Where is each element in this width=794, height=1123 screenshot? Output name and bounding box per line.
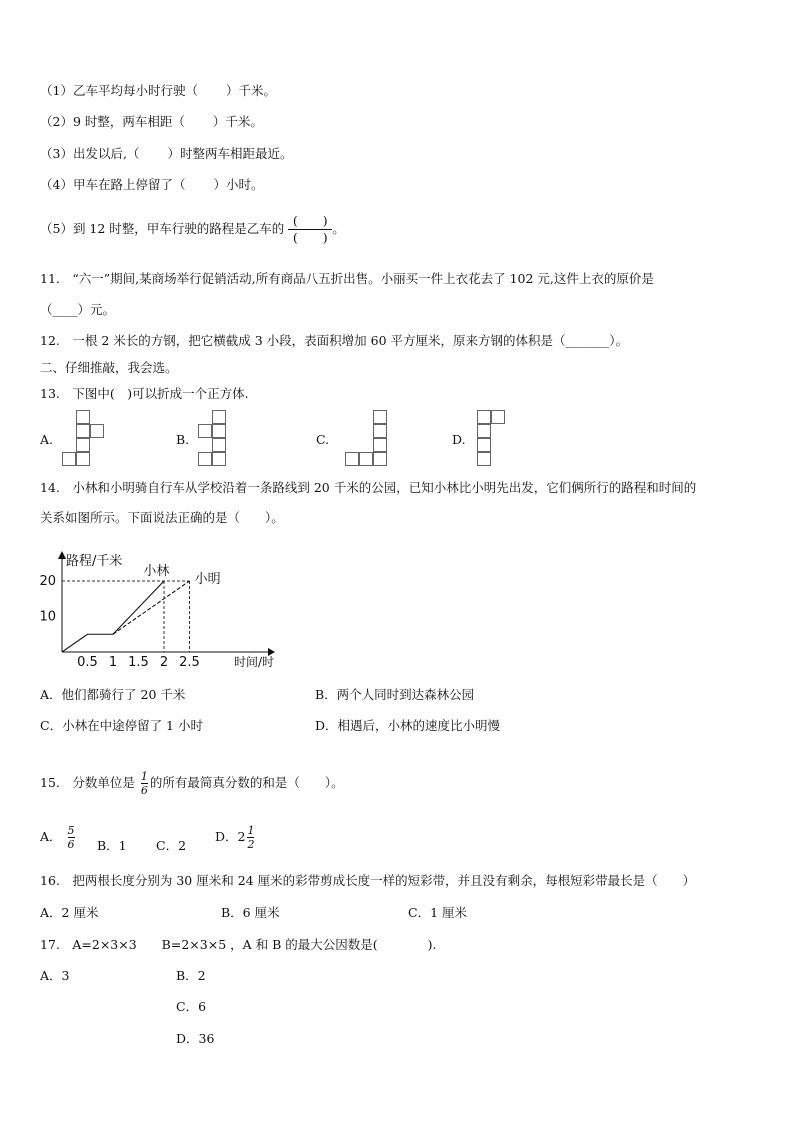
fraction-numerator: 1 [140,770,148,783]
q17-option-b[interactable]: B．2 [176,968,206,983]
q10-3-prefix: （3）出发以后,（ [40,146,140,161]
q17-text: 17. A=2×3×3 B=2×3×5 ，A 和 B 的最大公因数是( ). [40,937,437,952]
fraction-denominator: 6 [140,784,148,797]
q15-option-b[interactable]: B．1 [97,838,127,853]
answer-blank[interactable]: ____ [52,302,78,317]
x-tick-label: 2 [159,655,169,670]
y-axis-label: 路程/千米 [66,554,123,569]
y-axis-arrow [58,551,66,559]
q10-item-4 [40,177,263,193]
q10-3-suffix: ）时整两车相距最近。 [167,146,293,161]
q16-option-c[interactable]: C．1 厘米 [408,905,467,920]
q10-5-suffix: 。 [332,221,345,236]
x-tick-label: 1.5 [128,655,149,670]
q15-suffix: 的所有最简真分数的和是（ ）。 [149,775,344,790]
q13-text: 13. 下图中( )可以折成一个正方体. [40,386,249,401]
fraction-denominator: ( ) [292,230,328,245]
q10-2-prefix: （2）9 时整，两车相距（ [40,114,185,129]
fraction-one-sixth [141,770,148,797]
q16-text: 16. 把两根长度分别为 30 厘米和 24 厘米的彩带剪成长度一样的短彩带，并且没有剩余，每根短彩带最长是（ ） [40,873,696,888]
q10-4-prefix: （4）甲车在路上停留了（ [40,177,186,192]
q11-line-2 [40,302,115,318]
fraction-answer-blank[interactable] [288,213,332,246]
q10-4-suffix: ）小时。 [213,177,264,192]
q10-item-3 [40,146,292,162]
fraction-numerator: ( ) [292,213,328,228]
q17-option-d[interactable]: D．36 [176,1031,215,1046]
q17-option-a[interactable]: A．3 [40,968,70,983]
q13-option-a-label[interactable]: A. [40,432,54,447]
fraction-denominator: 2 [247,838,255,851]
q15-option-d[interactable] [215,822,256,852]
option-label: A． [40,829,62,844]
q11-open-paren: （ [40,302,53,317]
q10-5-prefix: （5）到 12 时整，甲车行驶的路程是乙车的 [40,221,285,236]
q14-option-c[interactable]: C．小林在中途停留了 1 小时 [40,718,203,733]
y-tick-label: 10 [39,609,56,625]
series-label-xiaolin: 小林 [143,564,170,579]
q14-line-1: 14. 小林和小明骑自行车从学校沿着一条路线到 20 千米的公园，已知小林比小明先出发，它们俩所行的路程和时间的 [40,480,697,495]
q11-suffix: ）元。 [77,302,116,317]
q15-text [40,768,344,798]
distance-time-chart [30,545,290,675]
q10-item-1 [40,83,276,99]
q13-option-d-label[interactable]: D. [452,432,466,447]
x-tick-label: 2.5 [179,655,200,670]
fraction-five-sixths [68,824,75,851]
q13-option-b-label[interactable]: B. [176,432,190,447]
q12-text: 12. 一根 2 米长的方钢，把它横截成 3 小段，表面积增加 60 平方厘米，原来方钢的体积是（_______）。 [40,333,629,348]
section-title: 二、仔细推敲，我会选。 [40,360,178,375]
q16-option-a[interactable]: A．2 厘米 [40,905,99,920]
series-line-0 [62,581,164,652]
q16-option-b[interactable]: B．6 厘米 [221,905,280,920]
x-axis-label: 时间/时 [234,655,275,669]
q14-option-b[interactable]: B．两个人同时到达森林公园 [315,687,475,702]
q11-line-1: 11. “六一”期间,某商场举行促销活动,所有商品八五折出售。小丽买一件上衣花去了 102 元,这件上衣的原价是 [40,271,654,286]
x-tick-label: 0.5 [77,655,98,670]
q10-2-suffix: ）千米。 [212,114,263,129]
q10-item-2 [40,114,263,130]
q15-prefix: 15. 分数单位是 [40,775,135,790]
q10-1-suffix: ）千米。 [225,83,276,98]
q10-item-5 [40,211,345,247]
series-label-xiaoming: 小明 [194,572,221,587]
q10-1-prefix: （1）乙车平均每小时行驶（ [40,83,198,98]
q13-option-c-label[interactable]: C. [316,432,330,447]
q15-option-a[interactable] [40,822,77,852]
fraction-numerator: 5 [67,824,75,837]
q14-option-d[interactable]: D．相遇后，小林的速度比小明慢 [315,718,501,733]
fraction-numerator: 1 [247,824,255,837]
x-tick-label: 1 [108,655,118,670]
q15-option-c[interactable]: C．2 [156,838,187,853]
option-label: D．2 [215,829,246,844]
q17-option-c[interactable]: C．6 [176,999,207,1014]
fraction-denominator: 6 [67,838,75,851]
q14-line-2: 关系如图所示。下面说法正确的是（ ）。 [40,510,284,525]
series-line-1 [113,581,190,634]
q14-option-a[interactable]: A．他们都骑行了 20 千米 [40,687,186,702]
y-tick-label: 20 [39,574,56,589]
fraction-one-half [247,824,254,851]
